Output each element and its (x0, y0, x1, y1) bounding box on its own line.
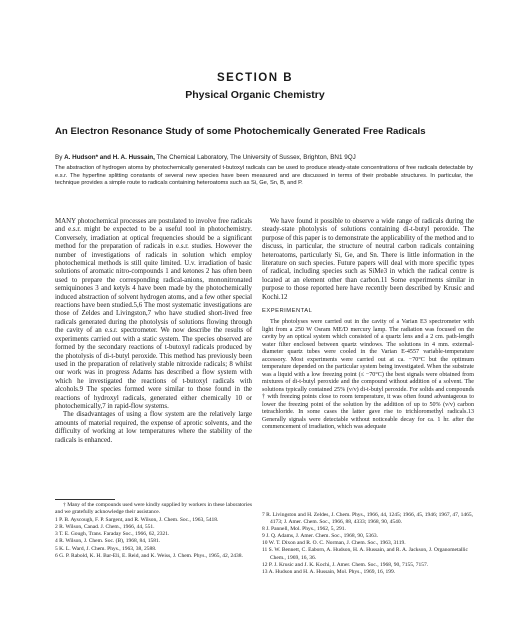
footnote-reference: 1 P. B. Ayscough, F. P. Sargent, and R. Wilson, J. Chem. Soc., 1963, 5418. (55, 517, 219, 524)
abstract: The abstraction of hydrogen atoms by photochemically generated t-butoxyl radicals can be used to produce steady-state concentrations of free radicals detectable by e.s.r. The hyperfine splitting constants of several new species have been measured and are discussed in terms of their probable structures. In particular, the technique provides a simple route to radicals containing heteroatoms such as Si, Ge, Sn, B, and P. (55, 165, 473, 187)
reference-item: 8 J. Pannell, Mol. Phys., 1962, 5, 291. (262, 526, 346, 533)
byline-prefix: By (55, 154, 63, 161)
footnote-reference: 4 R. Wilson, J. Chem. Soc. (B), 1968, 84, 1581. (55, 538, 161, 545)
section-title: Physical Organic Chemistry (185, 89, 325, 101)
footnotes (55, 502, 252, 560)
reference-item: 11 S. W. Bennett, C. Eaborn, A. Hudson, H. A. Hussain, and R. A. Jackson, J. Organometallic Chem., 1969, 16, 36. (262, 547, 468, 561)
references (262, 512, 474, 576)
footnote-rule (55, 499, 115, 500)
experimental-paragraph: The photolyses were carried out in the cavity of a Varian E3 spectrometer with light from a 250 W Osram ME/D mercury lamp. The radiation was focused on the cavity by an optical system which consisted of a quartz lens and a 2 cm. path-length water filter enclosed between quartz windows. The solutions in 4 mm. external-diameter quartz tubes were cooled in the Varian E-4557 variable-temperature accessory. Most experiments were carried out at ca. −70°C but the optimum temperature depended on the particular system being investigated. When the substrate was a liquid with a low freezing point (≤ −70°C) the best signals were obtained from mixtures of di-t-butyl peroxide and the compound without addition of a solvent. The solutions typically contained 25% (v/v) di-t-butyl peroxide. For solids and compounds † with freezing points close to room temperature, it was often found advantageous to lower the freezing point of the solution by the addition of up to 50% (v/v) carbon tetrachloride. In some cases the latter gave rise to trichloromethyl radicals.13 Generally signals were detectable without noticeable decay for ca. 1 hr. after the commencement of irradiation, which was adequate (262, 319, 474, 431)
footnote-reference: 6 G. P. Rabold, K. H. Bar-Eli, E. Reid, and K. Weiss, J. Chem. Phys., 1965, 42, 2438. (55, 552, 243, 559)
body-column-right (262, 218, 474, 432)
footnote-note: † Many of the compounds used were kindly supplied by workers in these laboratories and we gratefully acknowledge their assistance. (55, 502, 252, 516)
reference-item: 7 R. Livingston and H. Zeldes, J. Chem. Phys., 1966, 44, 1245; 1966, 45, 1946; 1967, 47, 1465, 4173; J. Amer. Chem. Soc., 1966, 88, 4333; 1968, 90, 4540. (262, 512, 473, 526)
reference-item: 9 J. Q. Adams, J. Amer. Chem. Soc., 1968, 90, 5363. (262, 533, 378, 540)
byline (55, 154, 475, 161)
section-label: SECTION B (216, 72, 294, 84)
footnote-reference: 2 R. Wilson, Canad. J. Chem., 1966, 44, 551. (55, 524, 155, 531)
body-paragraph: The disadvantages of using a flow system are the relatively large amounts of material required, the expense of aprotic solvents, and the difficulty of working at low temperatures where the stability of the radicals is enhanced. (55, 411, 252, 444)
footnote-reference: 5 K. L. Ward, J. Chem. Phys., 1963, 38, 2588. (55, 545, 157, 552)
footnote-reference: 3 T. E. Gough, Trans. Faraday Soc., 1966, 62, 2321. (55, 531, 170, 538)
body-column-left (55, 218, 252, 445)
reference-item: 13 A. Hudson and H. A. Hussain, Mol. Phys., 1969, 16, 199. (262, 568, 396, 575)
article-title: An Electron Resonance Study of some Photochemically Generated Free Radicals (55, 126, 426, 137)
experimental-heading: EXPERIMENTAL (262, 308, 313, 315)
authors: A. Hudson* and H. A. Hussain, (64, 154, 155, 161)
reference-item: 10 W. T. Dixon and R. O. C. Norman, J. Chem. Soc., 1963, 3119. (262, 540, 406, 547)
affiliation: The Chemical Laboratory, The University of Sussex, Brighton, BN1 9QJ (156, 154, 356, 161)
reference-item: 12 P. J. Krusic and J. K. Kochi, J. Amer. Chem. Soc., 1968, 90, 7155, 7157. (262, 561, 429, 568)
body-paragraph: We have found it possible to observe a wide range of radicals during the steady-state photolysis of solutions containing di-t-butyl peroxide. The purpose of this paper is to demonstrate the applicability of the method and to discuss, in particular, the structure of neutral carbon radicals containing heteroatoms, particularly Si, Ge, and Sn. There is little information in the literature on such species. Future papers will deal with more specific types of radical, including species such as SiMe3 in which the radical centre is located at an element other than carbon.11 Some experiments similar in purpose to those reported here have recently been described by Krusic and Kochi.12 (262, 218, 474, 301)
body-paragraph: MANY photochemical processes are postulated to involve free radicals and e.s.r. might be expected to be a useful tool in photochemistry. Conversely, irradiation at optical frequencies should be a significant method for the preparation of radicals in e.s.r. studies. However the number of investigations of radicals in solution which employ photochemical methods is still quite limited. U.v. irradiation of basic solutions of aromatic nitro-compounds 1 and ketones 2 has often been used to prepare the corresponding radical-anions, mononitronated semiquinones 3 and ketyls 4 have been made by the photochemically induced abstraction of solvent hydrogen atoms, and a few other special reactions have been studied.5,6 The most systematic investigations are those of Zeldes and Livingston,7 who have studied short-lived free radicals generated during the photolysis of solutions flowing through the cavity of an e.s.r. spectrometer. We now describe the results of experiments carried out with a static system. The species observed are formed by the secondary reactions of t-butoxyl radicals produced by the photolysis of di-t-butyl peroxide. This method has previously been used in the preparation of relatively stable nitroxide radicals; 8 whilst our work was in progress Adams has described a flow system with which he investigated the reactions of t-butoxyl radicals with alcohols.9 The species formed were similar to those found in the reactions of hydroxyl radicals, generated either chemically 10 or photochemically,7 in rapid-flow systems. (55, 218, 252, 410)
